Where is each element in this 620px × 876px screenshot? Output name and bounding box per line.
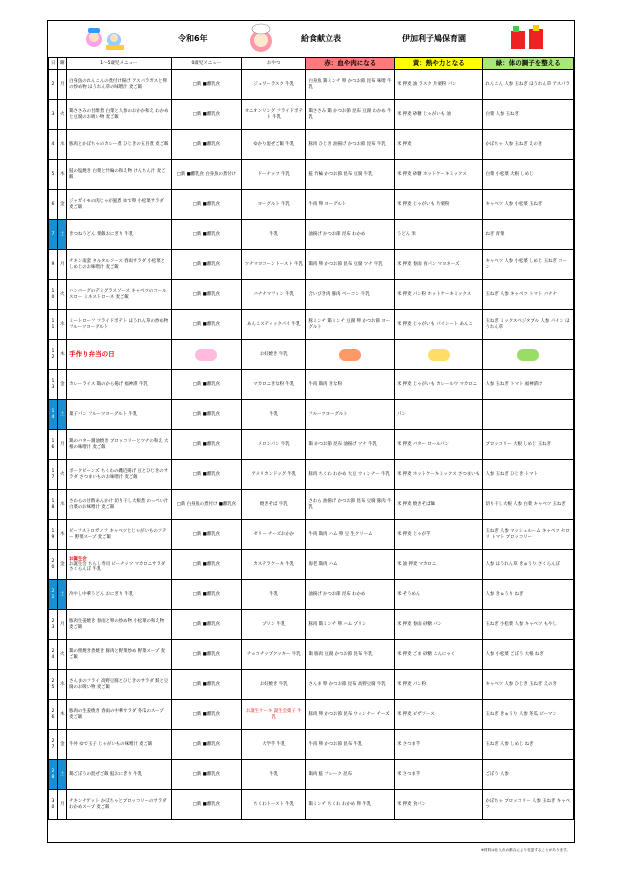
weekday-cell: 月 <box>58 610 67 640</box>
menu-row <box>49 520 574 550</box>
menu-title: 給食献立表 <box>301 34 341 43</box>
menu-1to5-cell <box>67 220 172 250</box>
menu-row <box>49 730 574 760</box>
snack-cell: 牛乳 <box>242 760 306 790</box>
menu-0-cell: □新 ■離乳食 <box>171 190 241 220</box>
snack-cell: ちくわトースト 牛乳 <box>242 790 306 820</box>
menu-1to5-text: 鶏ささみの甘酢煮 白菜と人参のおかか和え わかめと豆腐のお吸い物 麦ご飯 <box>69 109 169 120</box>
menu-0-cell: □新 ■離乳食 <box>171 730 241 760</box>
date-cell: 3 <box>49 100 58 130</box>
green-group-cell: キャベツ 人参 ひじき 玉ねぎ えのき <box>483 670 574 700</box>
red-group-cell: 牛肉 卵 ヨーグルト <box>306 190 395 220</box>
date-cell: 7 <box>49 220 58 250</box>
date-cell: 28 <box>49 760 58 790</box>
yellow-group-cell: 米 押麦 パン粉 <box>394 670 483 700</box>
snack-cell: 牛乳 <box>242 400 306 430</box>
snack-cell: ジュワーラスク 牛乳 <box>242 70 306 100</box>
date-cell: 14 <box>49 400 58 430</box>
red-group-cell: 牛肉 鶏肉 きな粉 <box>306 370 395 400</box>
menu-0-cell: □新 ■離乳食 <box>171 70 241 100</box>
red-group-cell: 油揚げ かつお節 昆布 わかめ <box>306 220 395 250</box>
menu-table <box>48 57 574 820</box>
menu-row <box>49 460 574 490</box>
green-group-cell: 玉ねぎ 人参 マッシュルーム キャベツ セロリ トマト ブロッコリー <box>483 520 574 550</box>
red-group-cell: 豚ミンチ 鶏ミンチ 豆腐 卵 かつお節 ヨーグルト <box>306 310 395 340</box>
red-group-cell: 鮭 竹輪 かつお節 昆布 豆腐 牛乳 <box>306 160 395 190</box>
yellow-group-cell: 米 押麦 パン粉 ホットケーキミックス <box>394 280 483 310</box>
menu-row <box>49 400 574 430</box>
menu-1to5-cell <box>67 190 172 220</box>
food-illustration-icon <box>508 23 548 53</box>
menu-1to5-cell <box>67 790 172 820</box>
green-group-cell: 人参 きゅうり ねぎ <box>483 580 574 610</box>
yellow-group-cell: 米 押麦 ピザソース <box>394 700 483 730</box>
col-snack: おやつ <box>242 58 306 70</box>
col-menu-0: 0歳児メニュー <box>171 58 241 70</box>
date-cell: 17 <box>49 460 58 490</box>
menu-row <box>49 160 574 190</box>
menu-1to5-cell <box>67 370 172 400</box>
snack-cell: チョコチップクッキー 牛乳 <box>242 640 306 670</box>
birthday-label: お誕生会 <box>69 556 87 562</box>
col-menu-1to5: 1～5歳児メニュー <box>67 58 172 70</box>
menu-row <box>49 640 574 670</box>
date-cell: 30 <box>49 790 58 820</box>
menu-0-cell: □新 ■離乳食 <box>171 790 241 820</box>
snack-cell: メロンパン 牛乳 <box>242 430 306 460</box>
red-group-cell: 鶏 豚肉 豆腐 かつお節 昆布 牛乳 <box>306 640 395 670</box>
menu-1to5-text: 白身魚のれんこんの煮付け揚げ アスパラガスと卵の炒め物 ほうれん草の味噌汁 麦ご飯 <box>69 79 167 90</box>
menu-1to5-text: お誕生会 ちらし寿司 ピーナッツ マカロニサラダ さくらんぼ 牛乳 <box>69 561 166 573</box>
weekday-cell: 火 <box>58 280 67 310</box>
yellow-group-cell: 米 さつま芋 <box>394 730 483 760</box>
menu-0-cell: □新 ■離乳食 <box>171 610 241 640</box>
weekday-cell: 土 <box>58 400 67 430</box>
snack-cell: ゆかり混ぜご飯 牛乳 <box>242 130 306 160</box>
green-group-cell: 切り干し大根 人参 白菜 キャベツ 玉ねぎ <box>483 490 574 520</box>
menu-row <box>49 280 574 310</box>
weekday-cell: 木 <box>58 700 67 730</box>
bento-illustration-cell <box>306 340 395 370</box>
date-cell: 6 <box>49 190 58 220</box>
snack-cell: カステラケーキ 牛乳 <box>242 550 306 580</box>
menu-1to5-text: ポークビーンズ ちくわの磯辺揚げ 豆とひじきのサラダ さつまいものお味噌汁 麦ご飯 <box>69 469 169 480</box>
yellow-group-cell: 米 押麦 春雨 砂糖 パン <box>394 610 483 640</box>
red-group-cell: 海老 鶏肉 ハム <box>306 550 395 580</box>
red-group-cell: 牛肉 鶏肉 ハム 卵 豆 生クリーム <box>306 520 395 550</box>
menu-row <box>49 610 574 640</box>
menu-row <box>49 670 574 700</box>
snack-cell: 牛乳 <box>242 220 306 250</box>
snack-cell: お誕生ケーキ 誕生会菓子 牛乳 <box>242 700 306 730</box>
green-group-cell: 玉ねぎ きゅうり 人参 冬瓜 ピーマン <box>483 700 574 730</box>
menu-1to5-cell <box>67 400 172 430</box>
menu-1to5-cell <box>67 490 172 520</box>
menu-1to5-text: 冷やし中華うどん おにぎり 牛乳 <box>69 591 134 597</box>
menu-1to5-text: ジャガイモの肉じゃが風煮 ゆで卵 小松菜サラダ 麦ご飯 <box>69 199 164 210</box>
red-group-cell: フルーツヨーグルト <box>306 400 395 430</box>
red-group-cell: 鶏ささみ 鶏 かつお節 昆布 豆腐 わかめ 牛乳 <box>306 100 395 130</box>
green-group-cell: 白菜 小松菜 大根 しめじ <box>483 160 574 190</box>
menu-1to5-text: チキンナゲット かぼちゃとブロッコリーのサラダ わかめスープ 麦ご飯 <box>69 799 167 810</box>
menu-row <box>49 190 574 220</box>
menu-row <box>49 550 574 580</box>
menu-row <box>49 370 574 400</box>
menu-sheet <box>47 20 575 852</box>
menu-0-cell: □新 ■離乳食 <box>171 700 241 730</box>
yellow-group-cell: 米 押麦 じゃがいも 片栗粉 <box>394 190 483 220</box>
weekday-cell: 木 <box>58 340 67 370</box>
green-group-cell: キャベツ 人参 小松菜 玉ねぎ <box>483 190 574 220</box>
menu-1to5-text: ハンバーグのデミグラスソース キャベツのコールスロー ミネストローネ 麦ご飯 <box>69 289 167 300</box>
menu-0-cell: □新 ■離乳食 <box>171 280 241 310</box>
bento-illustration-icon <box>428 349 450 361</box>
date-cell: 19 <box>49 520 58 550</box>
weekday-cell: 土 <box>58 760 67 790</box>
bento-illustration-cell <box>394 340 483 370</box>
menu-1to5-cell <box>67 760 172 790</box>
yellow-group-cell: 米 押麦 春雨 食パン マヨネーズ <box>394 250 483 280</box>
menu-0-cell: □新 ■離乳食 <box>171 760 241 790</box>
green-group-cell: 人参 玉ねぎ トマト 福神漬け <box>483 370 574 400</box>
red-group-cell: 油揚げ かつお節 昆布 わかめ <box>306 580 395 610</box>
col-yellow-group: 黄：熱や力となる <box>394 58 483 70</box>
snack-cell: アメリカンドッグ 牛乳 <box>242 460 306 490</box>
snack-cell: 牛乳 <box>242 580 306 610</box>
red-group-cell: 鶏ミンチ ちくわ わかめ 卵 牛乳 <box>306 790 395 820</box>
menu-1to5-cell <box>67 70 172 100</box>
red-group-cell: さんま 卵 かつお節 昆布 高野豆腐 牛乳 <box>306 670 395 700</box>
weekday-cell: 月 <box>58 250 67 280</box>
menu-row <box>49 430 574 460</box>
menu-1to5-text: さわらの甘酢あんかけ 切り干し大根煮 のっぺい汁 白菜のお味噌汁 麦ご飯 <box>69 499 169 510</box>
snack-cell: ドーナッツ 牛乳 <box>242 160 306 190</box>
menu-1to5-cell <box>67 130 172 160</box>
yellow-group-cell: 米 押麦 ごま 砂糖 こんにゃく <box>394 640 483 670</box>
menu-1to5-text: さんまのフライ 高野豆腐とひじきのサラダ 麩と豆腐のお吸い物 麦ご飯 <box>69 679 169 690</box>
weekday-cell: 月 <box>58 790 67 820</box>
menu-0-cell: □新 ■離乳食 <box>171 640 241 670</box>
green-group-cell: かぼちゃ ブロッコリー 人参 玉ねぎ キャベツ <box>483 790 574 820</box>
menu-1to5-text: 菓子パン フルーツヨーグルト 牛乳 <box>69 411 138 417</box>
snack-cell: あんこスティックパイ 牛乳 <box>242 310 306 340</box>
snack-cell: ゼリー チーズおかか <box>242 520 306 550</box>
menu-row <box>49 130 574 160</box>
menu-row <box>49 340 574 370</box>
menu-1to5-cell <box>67 250 172 280</box>
green-group-cell <box>483 400 574 430</box>
weekday-cell: 火 <box>58 460 67 490</box>
red-group-cell: 豚肉 ひじき 油揚げ かつお節 昆布 牛乳 <box>306 130 395 160</box>
green-group-cell: 玉ねぎ 人参 しめじ ねぎ <box>483 730 574 760</box>
yellow-group-cell: 米 押麦 焼きそば麺 <box>394 490 483 520</box>
col-date: 日 <box>49 58 58 70</box>
green-group-cell: かぼちゃ 人参 玉ねぎ えのき <box>483 130 574 160</box>
date-cell: 12 <box>49 340 58 370</box>
column-header-row <box>49 58 574 70</box>
green-group-cell: 玉ねぎ 人参 キャベツ トマト バナナ <box>483 280 574 310</box>
menu-1to5-text: チキン南蛮 タルタルソース 春雨サラダ 小松菜としめじのお味噌汁 麦ご飯 <box>69 259 166 270</box>
yellow-group-cell: 米 押麦 ホットケーキミックス さつまいも <box>394 460 483 490</box>
menu-1to5-cell <box>67 640 172 670</box>
red-group-cell: 合いびき肉 豚肉 ベーコン 牛乳 <box>306 280 395 310</box>
yellow-group-cell: 米 押麦 じゃが芋 <box>394 520 483 550</box>
menu-1to5-cell <box>67 430 172 460</box>
snack-cell: オニオンリング フライドポテト 牛乳 <box>242 100 306 130</box>
date-cell: 24 <box>49 640 58 670</box>
col-red-group: 赤：血や肉になる <box>306 58 395 70</box>
red-group-cell: 豚肉 鶏ミンチ 卵 ハム プリン <box>306 610 395 640</box>
cooking-illustration-icon <box>84 25 128 53</box>
date-cell: 20 <box>49 550 58 580</box>
weekday-cell: 水 <box>58 670 67 700</box>
menu-0-cell: □新 ■離乳食 白身魚の煮付け <box>171 160 241 190</box>
menu-0-cell: □新 白身魚の煮付け ■離乳食 <box>171 490 241 520</box>
snack-cell: お好焼き 牛乳 <box>242 670 306 700</box>
menu-1to5-cell <box>67 700 172 730</box>
weekday-cell: 月 <box>58 430 67 460</box>
date-cell: 25 <box>49 670 58 700</box>
menu-1to5-cell <box>67 730 172 760</box>
green-group-cell: 白菜 人参 玉ねぎ <box>483 100 574 130</box>
menu-0-cell: □新 ■離乳食 <box>171 670 241 700</box>
green-group-cell: ねぎ 青菜 <box>483 220 574 250</box>
green-group-cell: ブロッコリー 大根 しめじ 玉ねぎ <box>483 430 574 460</box>
date-cell: 26 <box>49 700 58 730</box>
menu-row <box>49 70 574 100</box>
menu-0-cell: □新 ■離乳食 <box>171 400 241 430</box>
yellow-group-cell: 米 さつま芋 <box>394 760 483 790</box>
yellow-group-cell: 米 押麦 <box>394 130 483 160</box>
date-cell: 13 <box>49 370 58 400</box>
menu-1to5-cell <box>67 520 172 550</box>
menu-row <box>49 760 574 790</box>
era-label: 令和6年 <box>178 34 208 43</box>
bento-illustration-icon <box>339 349 361 361</box>
date-cell: 18 <box>49 490 58 520</box>
menu-row <box>49 580 574 610</box>
menu-1to5-cell <box>67 310 172 340</box>
footnote: ※材料は仕入れの都合により変更することがあります。 <box>481 848 570 852</box>
menu-0-cell: □新 ■離乳食 <box>171 430 241 460</box>
menu-1to5-text: ビーフストロガノフ キャベツとじゃがいものソテー 野菜スープ 麦ご飯 <box>69 529 167 540</box>
red-group-cell: 牛肉 卵 かつお節 昆布 牛乳 <box>306 730 395 760</box>
menu-1to5-text: 鶏ごぼうの混ぜご飯 鮭おにぎり 牛乳 <box>69 771 143 777</box>
yellow-group-cell: パン <box>394 400 483 430</box>
date-cell: 21 <box>49 580 58 610</box>
menu-1to5-text: 豚肉生姜焼き 春雨と卵の炒め物 小松菜の和え物 麦ご飯 <box>69 619 165 630</box>
snack-cell: マカロニきな粉 牛乳 <box>242 370 306 400</box>
yellow-group-cell: 米 そうめん <box>394 580 483 610</box>
menu-1to5-text: 鮭の塩焼き 白菜と竹輪の和え物 けんちん汁 麦ご飯 <box>69 169 166 180</box>
menu-1to5-cell <box>67 280 172 310</box>
weekday-cell: 金 <box>58 550 67 580</box>
yellow-group-cell: 米 油 押麦 マカロニ <box>394 550 483 580</box>
menu-1to5-text: 鶏のバター醤油焼き ブロッコリーとツナの和え 大根の味噌汁 麦ご飯 <box>69 439 169 450</box>
menu-1to5-cell <box>67 670 172 700</box>
weekday-cell: 金 <box>58 190 67 220</box>
menu-1to5-text: 牛丼 ゆで玉子 じゃがいもの味噌汁 麦ご飯 <box>69 741 153 747</box>
weekday-cell: 火 <box>58 640 67 670</box>
green-group-cell: 人参 小松菜 ごぼう 大根 ねぎ <box>483 640 574 670</box>
red-group-cell: 豚肉 卵 かつお節 昆布 ウィンナー チーズ <box>306 700 395 730</box>
menu-0-cell: □新 ■離乳食 <box>171 310 241 340</box>
date-cell: 2 <box>49 70 58 100</box>
bento-illustration-cell <box>483 340 574 370</box>
menu-row <box>49 790 574 820</box>
date-cell: 9 <box>49 250 58 280</box>
menu-0-cell: □新 ■離乳食 <box>171 370 241 400</box>
red-group-cell: 鶏肉 鮭 フレーク 昆布 <box>306 760 395 790</box>
menu-1to5-text: 豚肉の生姜焼き 春雨の中華サラダ 冬瓜のスープ 麦ご飯 <box>69 709 164 720</box>
red-group-cell: 鶏肉 卵 かつお節 昆布 豆腐 ツナ 牛乳 <box>306 250 395 280</box>
yellow-group-cell: うどん 米 <box>394 220 483 250</box>
col-green-group: 緑：体の調子を整える <box>483 58 574 70</box>
red-group-cell: 豚肉 ちくわ わかめ 大豆 ウィンナー 牛乳 <box>306 460 395 490</box>
menu-0-cell: □新 ■離乳食 <box>171 250 241 280</box>
green-group-cell: 人参 ほうれん草 きゅうり さくらんぼ <box>483 550 574 580</box>
green-group-cell: れんこん 人参 玉ねぎ ほうれん草 アスパラ <box>483 70 574 100</box>
menu-0-cell: □新 ■離乳食 <box>171 520 241 550</box>
date-cell: 16 <box>49 430 58 460</box>
yellow-group-cell: 米 押麦 バター ロールパン <box>394 430 483 460</box>
snack-cell: ツナマヨコーントースト 牛乳 <box>242 250 306 280</box>
bento-illustration-icon <box>517 349 539 361</box>
date-cell: 23 <box>49 610 58 640</box>
green-group-cell: キャベツ 人参 小松菜 しめじ 玉ねぎ コーン <box>483 250 574 280</box>
date-cell: 5 <box>49 160 58 190</box>
yellow-group-cell: 米 押麦 砂糖 じゃがいも 油 <box>394 100 483 130</box>
weekday-cell: 水 <box>58 130 67 160</box>
yellow-group-cell: 米 押麦 じゃがいも カレールウ マカロニ <box>394 370 483 400</box>
menu-0-cell: □新 ■離乳食 <box>171 220 241 250</box>
date-cell: 10 <box>49 280 58 310</box>
menu-row <box>49 700 574 730</box>
snack-cell: 焼きそば 牛乳 <box>242 490 306 520</box>
red-group-cell: さわら 油揚げ かつお節 昆布 豆腐 豚肉 牛乳 <box>306 490 395 520</box>
menu-body <box>49 70 574 820</box>
menu-1to5-cell <box>67 100 172 130</box>
menu-0-cell: □新 ■離乳食 <box>171 130 241 160</box>
menu-1to5-cell <box>67 160 172 190</box>
green-group-cell: 玉ねぎ ミックスベジタブル 人参 パイン ほうれん草 <box>483 310 574 340</box>
menu-0-cell: □新 ■離乳食 <box>171 550 241 580</box>
yellow-group-cell: 米 押麦 油 ラスク 片栗粉 パン <box>394 70 483 100</box>
menu-1to5-text: ミートローフ フライドポテト ほうれん草の炒め物 フルーツヨーグルト <box>69 319 169 330</box>
menu-1to5-text: カレーライス 鶏のから揚げ 福神漬 牛乳 <box>69 381 148 387</box>
menu-0-cell: □新 ■離乳食 <box>171 580 241 610</box>
menu-1to5-text: 鶏の照焼き煮焼き 豚肉と野菜炒め 野菜スープ 麦ご飯 <box>69 649 166 660</box>
snack-cell: バナナマフィン 牛乳 <box>242 280 306 310</box>
menu-1to5-cell <box>67 580 172 610</box>
date-cell: 11 <box>49 310 58 340</box>
menu-1to5-text: きつねうどん 菜飯おにぎり 牛乳 <box>69 231 134 237</box>
weekday-cell: 金 <box>58 730 67 760</box>
weekday-cell: 水 <box>58 490 67 520</box>
weekday-cell: 火 <box>58 100 67 130</box>
green-group-cell: ごぼう 人参 <box>483 760 574 790</box>
date-cell: 4 <box>49 130 58 160</box>
snack-cell: プリン 牛乳 <box>242 610 306 640</box>
menu-1to5-cell <box>67 610 172 640</box>
menu-0-cell <box>171 340 241 370</box>
weekday-cell: 木 <box>58 520 67 550</box>
menu-0-cell: □新 ■離乳食 <box>171 460 241 490</box>
special-day-cell: 手作り弁当の日 <box>67 340 172 370</box>
menu-0-cell: □新 ■離乳食 <box>171 100 241 130</box>
snack-cell: ヨーグルト 牛乳 <box>242 190 306 220</box>
children-illustration-icon <box>195 349 217 361</box>
menu-row <box>49 490 574 520</box>
red-group-cell: 白身魚 鶏ミンチ 卵 かつお節 昆布 味噌 牛乳 <box>306 70 395 100</box>
green-group-cell: 人参 玉ねぎ ひじき トマト <box>483 460 574 490</box>
snack-cell: 大学芋 牛乳 <box>242 730 306 760</box>
menu-1to5-text: 豚肉とかぼちゃのカレー煮 ひじきの五目煮 麦ご飯 <box>69 141 169 147</box>
menu-row <box>49 250 574 280</box>
date-cell: 27 <box>49 730 58 760</box>
col-weekday: 曜 <box>58 58 67 70</box>
yellow-group-cell: 米 押麦 じゃがいも パイシート あんこ <box>394 310 483 340</box>
green-group-cell: 玉ねぎ 小松菜 人参 キャベツ もやし <box>483 610 574 640</box>
menu-row <box>49 310 574 340</box>
snack-cell: お好焼き 牛乳 <box>242 340 306 370</box>
menu-row <box>49 220 574 250</box>
nursery-name: 伊加利子鳩保育園 <box>402 34 466 43</box>
menu-row <box>49 100 574 130</box>
yellow-group-cell: 米 押麦 食パン <box>394 790 483 820</box>
red-group-cell: 鶏 かつお節 昆布 油揚げ ツナ 牛乳 <box>306 430 395 460</box>
weekday-cell: 木 <box>58 160 67 190</box>
sheet-header <box>48 21 574 58</box>
weekday-cell: 土 <box>58 580 67 610</box>
menu-1to5-cell <box>67 550 172 580</box>
menu-1to5-cell <box>67 460 172 490</box>
yellow-group-cell: 米 押麦 砂糖 ホットケーキミックス <box>394 160 483 190</box>
weekday-cell: 月 <box>58 70 67 100</box>
weekday-cell: 金 <box>58 370 67 400</box>
chef-illustration-icon <box>246 23 276 55</box>
weekday-cell: 土 <box>58 220 67 250</box>
weekday-cell: 水 <box>58 310 67 340</box>
